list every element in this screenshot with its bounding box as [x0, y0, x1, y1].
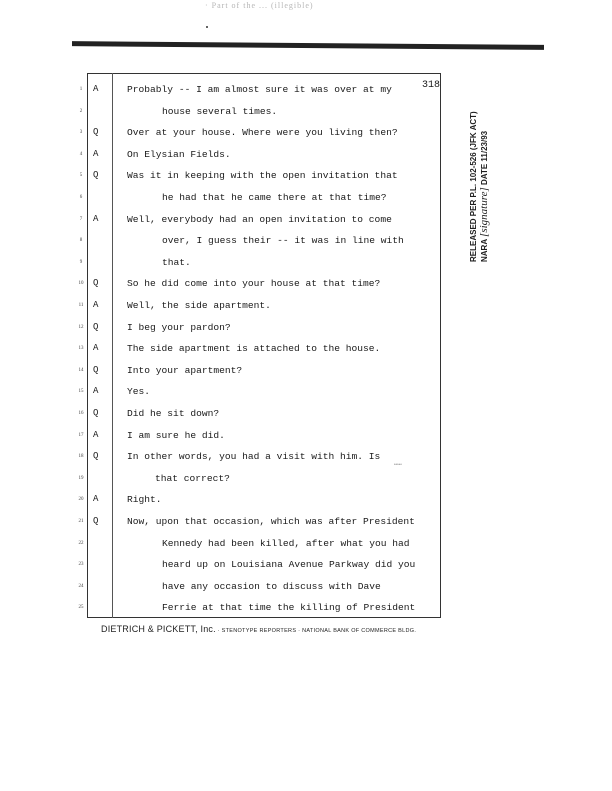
- speaker-label: A: [93, 300, 99, 310]
- line-number: 10: [78, 281, 84, 286]
- line-number: 18: [78, 454, 84, 459]
- speaker-label: Q: [93, 322, 99, 332]
- line-number: 7: [79, 217, 83, 222]
- line-number: 17: [78, 433, 84, 438]
- transcript-line: Well, the side apartment.: [127, 300, 271, 311]
- speaker-label: Q: [93, 127, 99, 137]
- ink-dot: [206, 26, 208, 28]
- speaker-label: A: [93, 214, 99, 224]
- transcript-line: he had that he came there at that time?: [162, 192, 387, 203]
- speaker-label: Q: [93, 408, 99, 418]
- line-number: 22: [78, 541, 84, 546]
- line-number: 9: [79, 260, 83, 265]
- date-label: DATE: [480, 163, 489, 185]
- transcript-line: Kennedy had been killed, after what you had: [162, 538, 410, 549]
- transcript-line: Now, upon that occasion, which was after President: [127, 516, 415, 527]
- speaker-label: Q: [93, 516, 99, 526]
- line-number: 14: [78, 368, 84, 373]
- transcript-line: Well, everybody had an open invitation to come: [127, 214, 392, 225]
- transcript-line: that correct?: [155, 473, 230, 484]
- top-rule: [72, 41, 544, 50]
- transcript-line: that.: [162, 257, 191, 268]
- transcript-line: heard up on Louisiana Avenue Parkway did you: [162, 559, 416, 570]
- line-number: 20: [78, 497, 84, 502]
- line-number: 15: [78, 389, 84, 394]
- page-frame-top: [87, 73, 440, 74]
- line-number: 13: [78, 346, 84, 351]
- transcript-line: house several times.: [162, 106, 278, 117]
- nara-label: NARA: [480, 239, 489, 262]
- reporter-firm: DIETRICH & PICKETT, Inc.: [101, 624, 216, 634]
- line-number: 12: [78, 325, 84, 330]
- transcript-line: have any occasion to discuss with Dave: [162, 581, 381, 592]
- release-stamp-line1: RELEASED PER P.L. 102-526 (JFK ACT): [469, 111, 478, 262]
- transcript-line: I beg your pardon?: [127, 322, 231, 333]
- transcript-line: Right.: [127, 494, 162, 505]
- speaker-label: A: [93, 494, 99, 504]
- line-number: 1: [79, 87, 83, 92]
- transcript-line: Probably -- I am almost sure it was over at my: [127, 84, 392, 95]
- transcript-line: Into your apartment?: [127, 365, 243, 376]
- line-number: 24: [78, 584, 84, 589]
- transcript-line: Yes.: [127, 386, 151, 397]
- speaker-label: A: [93, 149, 99, 159]
- speaker-label: Q: [93, 365, 99, 375]
- release-signature: [signature]: [478, 187, 490, 237]
- transcript-line: over, I guess their -- it was in line with: [162, 235, 404, 246]
- line-number: 16: [78, 411, 84, 416]
- release-date: 11/23/93: [480, 130, 489, 162]
- transcript-line: The side apartment is attached to the house.: [127, 343, 381, 354]
- line-number: 11: [78, 303, 84, 308]
- header-smudge: · Part of the ... (illegible): [205, 1, 314, 10]
- line-number: 6: [79, 195, 83, 200]
- transcript-line: On Elysian Fields.: [127, 149, 231, 160]
- line-number: 23: [78, 562, 84, 567]
- line-number: 2: [79, 109, 83, 114]
- reporter-footer: [101, 624, 416, 634]
- speaker-label: A: [93, 84, 99, 94]
- margin-annotation: *****: [394, 462, 402, 467]
- line-number: 5: [79, 173, 83, 178]
- page-frame-bottom: [87, 617, 440, 618]
- release-stamp: [468, 62, 490, 262]
- speaker-label: A: [93, 386, 99, 396]
- page-frame-right: [440, 73, 441, 618]
- page-number: 318: [422, 80, 441, 91]
- transcript-line: I am sure he did.: [127, 430, 225, 441]
- speaker-label: A: [93, 430, 99, 440]
- line-number: 4: [79, 152, 83, 157]
- transcript-line: So he did come into your house at that time?: [127, 278, 381, 289]
- release-stamp-line2: [479, 62, 490, 262]
- line-number: 19: [78, 476, 84, 481]
- transcript-line: In other words, you had a visit with him. Is: [127, 451, 381, 462]
- speaker-label: Q: [93, 278, 99, 288]
- transcript-line: Ferrie at that time the killing of President: [162, 602, 416, 613]
- transcript-line: Did he sit down?: [127, 408, 220, 419]
- transcript-line: Over at your house. Where were you living then?: [127, 127, 398, 138]
- speaker-label: A: [93, 343, 99, 353]
- speaker-label: Q: [93, 170, 99, 180]
- transcript-line: Was it in keeping with the open invitation that: [127, 170, 398, 181]
- line-number: 25: [78, 605, 84, 610]
- line-number: 3: [79, 130, 83, 135]
- line-number: 8: [79, 238, 83, 243]
- line-number: 21: [78, 519, 84, 524]
- speaker-column-rule: [112, 73, 113, 618]
- reporter-details: · STENOTYPE REPORTERS · NATIONAL BANK OF COMMERCE BLDG.: [215, 628, 417, 634]
- speaker-label: Q: [93, 451, 99, 461]
